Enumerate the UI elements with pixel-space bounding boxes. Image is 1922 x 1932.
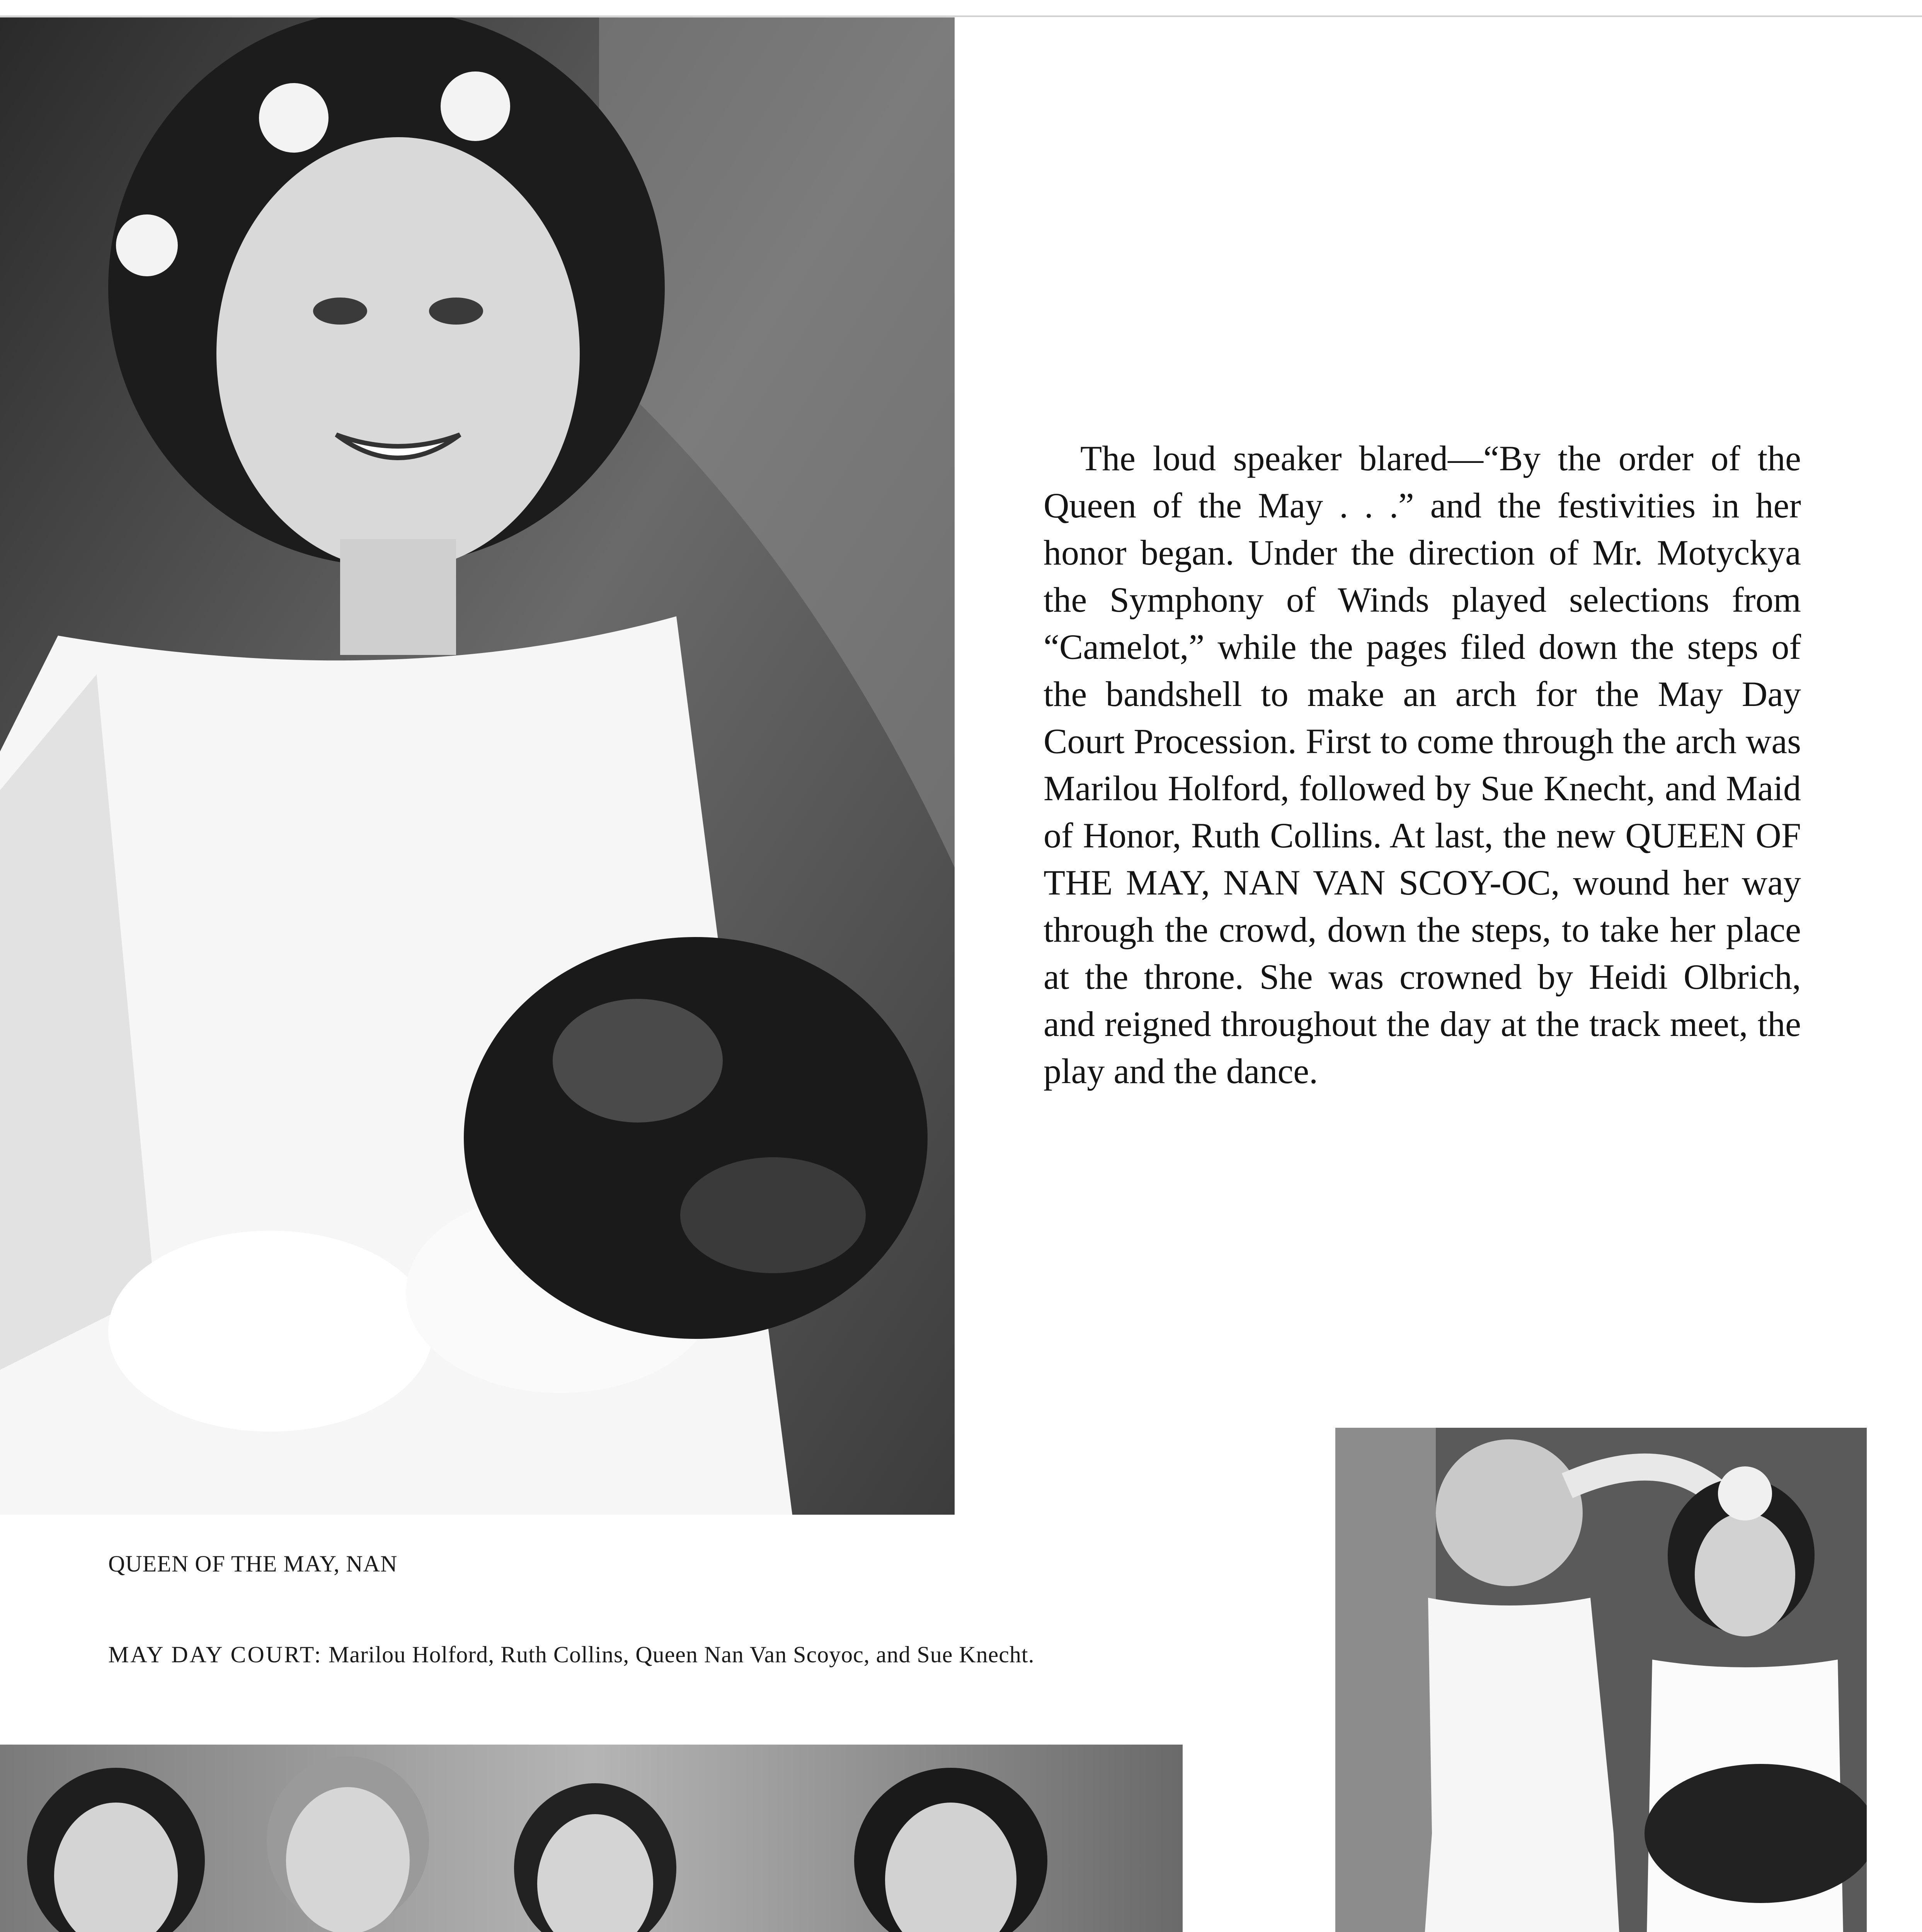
- article-body-text: The loud speaker blared—“By the order of the Queen of the May . . .” and the festivities in her honor began. Under the direction of Mr. Motyckya the Symphony of Winds played selections from “Camelot,” while the pages filed down the steps of the bandshell to make an arch for the May Day Court Procession. First to come through the arch was Marilou Holford, followed by Sue Knecht, and Maid of Honor, Ruth Collins. At last, the new QUEEN OF THE MAY, NAN VAN SCOY-OC, wound her way through the crowd, down the steps, to take her place at the throne. She was crowned by Heidi Olbrich, and reigned throughout the day at the track meet, the play and the dance.: [1044, 439, 1801, 1091]
- crowning-illustration: [1335, 1428, 1867, 1932]
- may-day-court-photo: [0, 1745, 1183, 1932]
- may-day-court-illustration: [0, 1745, 1183, 1932]
- may-day-court-caption-names: Marilou Holford, Ruth Collins, Queen Nan Van Scoyoc, and Sue Knecht.: [328, 1642, 1035, 1667]
- queen-portrait-photo: [0, 17, 955, 1515]
- crowning-photo: [1335, 1428, 1867, 1932]
- queen-portrait-illustration: [0, 17, 955, 1515]
- may-day-court-caption-label: MAY DAY COURT:: [108, 1642, 322, 1667]
- scan-top-edge: [0, 15, 1922, 17]
- may-day-court-caption: [108, 1638, 1183, 1671]
- queen-portrait-caption: QUEEN OF THE MAY, NAN: [108, 1551, 398, 1577]
